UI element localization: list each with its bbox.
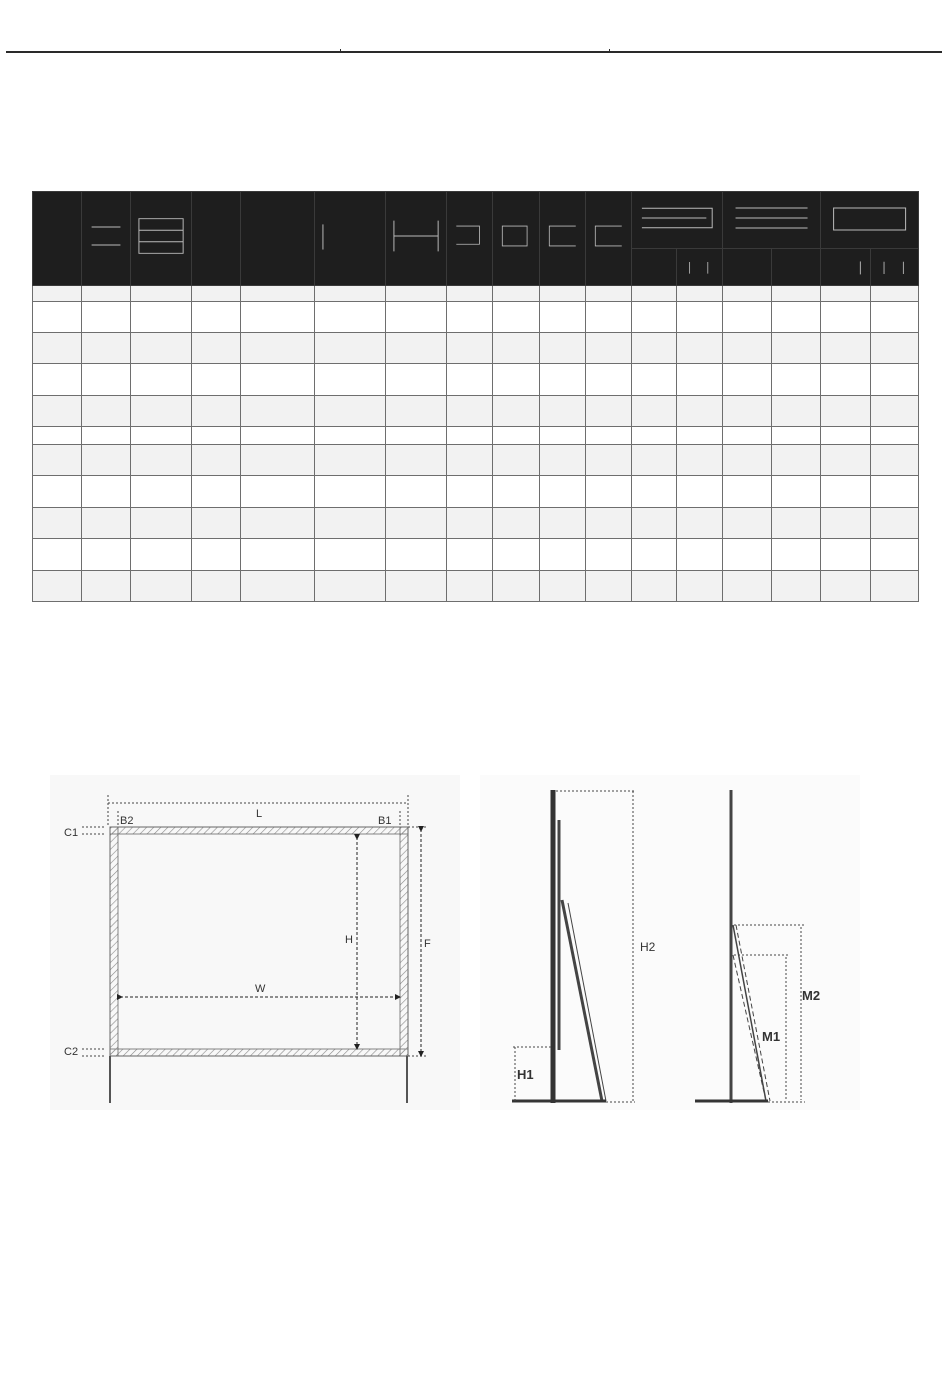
table-cell <box>82 507 131 538</box>
table-cell <box>33 286 82 302</box>
table-cell <box>676 507 722 538</box>
table-cell <box>447 539 493 570</box>
table-cell <box>493 364 539 395</box>
table-cell <box>539 333 585 364</box>
table-cell <box>493 570 539 601</box>
table-cell <box>192 333 241 364</box>
table-cell <box>539 476 585 507</box>
table-cell <box>386 395 447 426</box>
table-cell <box>33 333 82 364</box>
table-cell <box>771 445 820 476</box>
table-cell <box>820 301 870 332</box>
table-cell <box>771 364 820 395</box>
table-cell <box>722 476 771 507</box>
table-cell <box>870 539 918 570</box>
table-row <box>33 395 919 426</box>
table-cell <box>386 364 447 395</box>
table-cell <box>241 476 315 507</box>
table-row <box>33 301 919 332</box>
table-cell <box>241 364 315 395</box>
table-cell <box>192 445 241 476</box>
table-cell <box>82 395 131 426</box>
table-cell <box>131 445 192 476</box>
table-cell <box>493 539 539 570</box>
table-cell <box>631 507 676 538</box>
table-cell <box>33 395 82 426</box>
table-cell <box>585 301 631 332</box>
table-cell <box>870 333 918 364</box>
header-group-cell <box>820 192 918 249</box>
table-cell <box>493 445 539 476</box>
table-cell <box>192 286 241 302</box>
table-cell <box>539 395 585 426</box>
table-cell <box>771 539 820 570</box>
table-cell <box>585 539 631 570</box>
table-cell <box>676 286 722 302</box>
table-cell <box>585 364 631 395</box>
table-cell <box>192 539 241 570</box>
table-cell <box>82 476 131 507</box>
table-cell <box>631 476 676 507</box>
table-cell <box>722 364 771 395</box>
table-cell <box>722 301 771 332</box>
table-cell <box>386 286 447 302</box>
label-F: F <box>424 938 431 950</box>
table-cell <box>33 539 82 570</box>
table-row <box>33 333 919 364</box>
table-cell <box>771 286 820 302</box>
table-cell <box>820 507 870 538</box>
table-row <box>33 364 919 395</box>
label-H2: H2 <box>640 940 656 954</box>
header-cell <box>82 192 131 286</box>
table-cell <box>447 333 493 364</box>
table-cell <box>315 333 386 364</box>
table-cell <box>631 286 676 302</box>
table-row <box>33 539 919 570</box>
table-row <box>33 427 919 445</box>
table-cell <box>771 476 820 507</box>
header-cell <box>493 192 539 286</box>
table-row <box>33 507 919 538</box>
table-cell <box>192 364 241 395</box>
header-sub-cell <box>820 249 870 286</box>
header-cell <box>241 192 315 286</box>
table-cell <box>771 570 820 601</box>
label-L: L <box>255 808 263 820</box>
table-cell <box>722 333 771 364</box>
table-cell <box>493 476 539 507</box>
table-cell <box>131 395 192 426</box>
table-cell <box>131 570 192 601</box>
table-cell <box>386 333 447 364</box>
table-cell <box>82 364 131 395</box>
table-cell <box>585 476 631 507</box>
table-cell <box>493 427 539 445</box>
table-cell <box>870 476 918 507</box>
table-cell <box>771 395 820 426</box>
table-cell <box>315 427 386 445</box>
header-cell <box>131 192 192 286</box>
table-cell <box>870 427 918 445</box>
table-cell <box>131 539 192 570</box>
header-sub-cell <box>631 249 676 286</box>
table-cell <box>33 476 82 507</box>
table-cell <box>820 539 870 570</box>
table-cell <box>676 539 722 570</box>
table-cell <box>386 539 447 570</box>
table-cell <box>447 445 493 476</box>
table-cell <box>33 301 82 332</box>
table-cell <box>82 570 131 601</box>
table-cell <box>315 301 386 332</box>
table-cell <box>585 445 631 476</box>
table-cell <box>771 507 820 538</box>
table-cell <box>447 570 493 601</box>
table-cell <box>131 286 192 302</box>
table-cell <box>447 364 493 395</box>
table-cell <box>771 301 820 332</box>
table-cell <box>447 507 493 538</box>
header-cell <box>315 192 386 286</box>
table-cell <box>241 301 315 332</box>
header-cell <box>539 192 585 286</box>
table-cell <box>315 539 386 570</box>
table-cell <box>315 445 386 476</box>
table-cell <box>585 570 631 601</box>
table-cell <box>820 333 870 364</box>
table-cell <box>447 301 493 332</box>
table-cell <box>870 395 918 426</box>
table-cell <box>585 427 631 445</box>
table-cell <box>676 333 722 364</box>
table-cell <box>722 539 771 570</box>
header-sub-cell <box>676 249 722 286</box>
table-cell <box>386 445 447 476</box>
table-cell <box>870 570 918 601</box>
table-cell <box>722 427 771 445</box>
label-H1: H1 <box>517 1067 534 1082</box>
table-cell <box>131 333 192 364</box>
table-cell <box>131 427 192 445</box>
header-group-cell <box>722 192 820 249</box>
table-cell <box>131 507 192 538</box>
table-cell <box>447 427 493 445</box>
table-cell <box>82 301 131 332</box>
table-row <box>33 476 919 507</box>
table-header <box>33 192 919 286</box>
table-cell <box>539 286 585 302</box>
table-cell <box>493 333 539 364</box>
table-cell <box>386 301 447 332</box>
table-cell <box>676 301 722 332</box>
label-M1: M1 <box>762 1029 781 1044</box>
header-sub-cell <box>722 249 771 286</box>
header-sub-cell <box>870 249 918 286</box>
table-cell <box>771 427 820 445</box>
table-cell <box>820 476 870 507</box>
table-cell <box>386 570 447 601</box>
table-cell <box>722 570 771 601</box>
table-cell <box>631 364 676 395</box>
table-cell <box>676 445 722 476</box>
specification-table <box>32 191 919 602</box>
table-cell <box>386 507 447 538</box>
table-cell <box>82 286 131 302</box>
table-cell <box>315 286 386 302</box>
table-cell <box>315 476 386 507</box>
table-cell <box>82 445 131 476</box>
table-cell <box>493 395 539 426</box>
table-cell <box>676 427 722 445</box>
table-cell <box>676 476 722 507</box>
table-cell <box>315 570 386 601</box>
table-cell <box>33 427 82 445</box>
table-row <box>33 570 919 601</box>
table-row <box>33 445 919 476</box>
header-cell <box>386 192 447 286</box>
table-cell <box>676 570 722 601</box>
table-cell <box>493 286 539 302</box>
table-cell <box>631 427 676 445</box>
table-cell <box>447 395 493 426</box>
top-divider-line <box>6 51 942 53</box>
table-cell <box>585 333 631 364</box>
table-cell <box>493 507 539 538</box>
label-H: H <box>345 934 353 946</box>
table-cell <box>676 364 722 395</box>
table-cell <box>241 539 315 570</box>
table-cell <box>722 445 771 476</box>
table-cell <box>447 286 493 302</box>
table-cell <box>131 476 192 507</box>
table-cell <box>241 333 315 364</box>
table-cell <box>722 286 771 302</box>
table-cell <box>315 395 386 426</box>
label-C2: C2 <box>64 1046 79 1058</box>
table-cell <box>585 395 631 426</box>
table-cell <box>870 286 918 302</box>
table-cell <box>539 507 585 538</box>
table-cell <box>539 427 585 445</box>
table-cell <box>539 301 585 332</box>
table-cell <box>241 427 315 445</box>
table-cell <box>192 507 241 538</box>
table-cell <box>315 507 386 538</box>
screen-dimension-diagram <box>50 775 860 1110</box>
table-cell <box>631 395 676 426</box>
header-group-cell <box>631 192 722 249</box>
table-cell <box>192 570 241 601</box>
table-body <box>33 286 919 602</box>
table-cell <box>870 301 918 332</box>
table-cell <box>631 301 676 332</box>
table-cell <box>820 427 870 445</box>
label-B2: B2 <box>120 815 134 827</box>
table-cell <box>82 539 131 570</box>
table-cell <box>820 445 870 476</box>
table-cell <box>820 286 870 302</box>
table-cell <box>33 445 82 476</box>
table-cell <box>386 476 447 507</box>
table-cell <box>241 286 315 302</box>
table-cell <box>771 333 820 364</box>
table-cell <box>722 395 771 426</box>
table-cell <box>820 570 870 601</box>
header-sub-cell <box>771 249 820 286</box>
table-cell <box>722 507 771 538</box>
table-cell <box>82 333 131 364</box>
header-cell <box>192 192 241 286</box>
table-cell <box>870 364 918 395</box>
table-cell <box>820 395 870 426</box>
table-cell <box>33 364 82 395</box>
table-cell <box>386 427 447 445</box>
table-cell <box>241 395 315 426</box>
table-cell <box>539 570 585 601</box>
table-cell <box>870 507 918 538</box>
label-C1: C1 <box>64 827 79 839</box>
table-row <box>33 286 919 302</box>
table-cell <box>192 301 241 332</box>
label-W: W <box>255 983 266 995</box>
table-cell <box>631 570 676 601</box>
table-cell <box>493 301 539 332</box>
table-cell <box>585 286 631 302</box>
table-cell <box>820 364 870 395</box>
header-cell <box>33 192 82 286</box>
table-cell <box>870 445 918 476</box>
table-cell <box>631 333 676 364</box>
table-cell <box>539 445 585 476</box>
table-cell <box>676 395 722 426</box>
table-cell <box>192 476 241 507</box>
table-cell <box>539 364 585 395</box>
table-cell <box>33 507 82 538</box>
dimension-drawings-svg <box>50 775 860 1110</box>
table-cell <box>585 507 631 538</box>
label-B1: B1 <box>378 815 392 827</box>
table-cell <box>241 570 315 601</box>
table-cell <box>241 507 315 538</box>
table-cell <box>631 445 676 476</box>
table-cell <box>631 539 676 570</box>
table-cell <box>315 364 386 395</box>
table-cell <box>131 364 192 395</box>
label-M2: M2 <box>802 988 821 1003</box>
table-cell <box>447 476 493 507</box>
table-cell <box>192 395 241 426</box>
header-cell <box>585 192 631 286</box>
table-cell <box>82 427 131 445</box>
table-cell <box>241 445 315 476</box>
table-cell <box>131 301 192 332</box>
table-cell <box>33 570 82 601</box>
header-cell <box>447 192 493 286</box>
table-cell <box>539 539 585 570</box>
table-cell <box>192 427 241 445</box>
